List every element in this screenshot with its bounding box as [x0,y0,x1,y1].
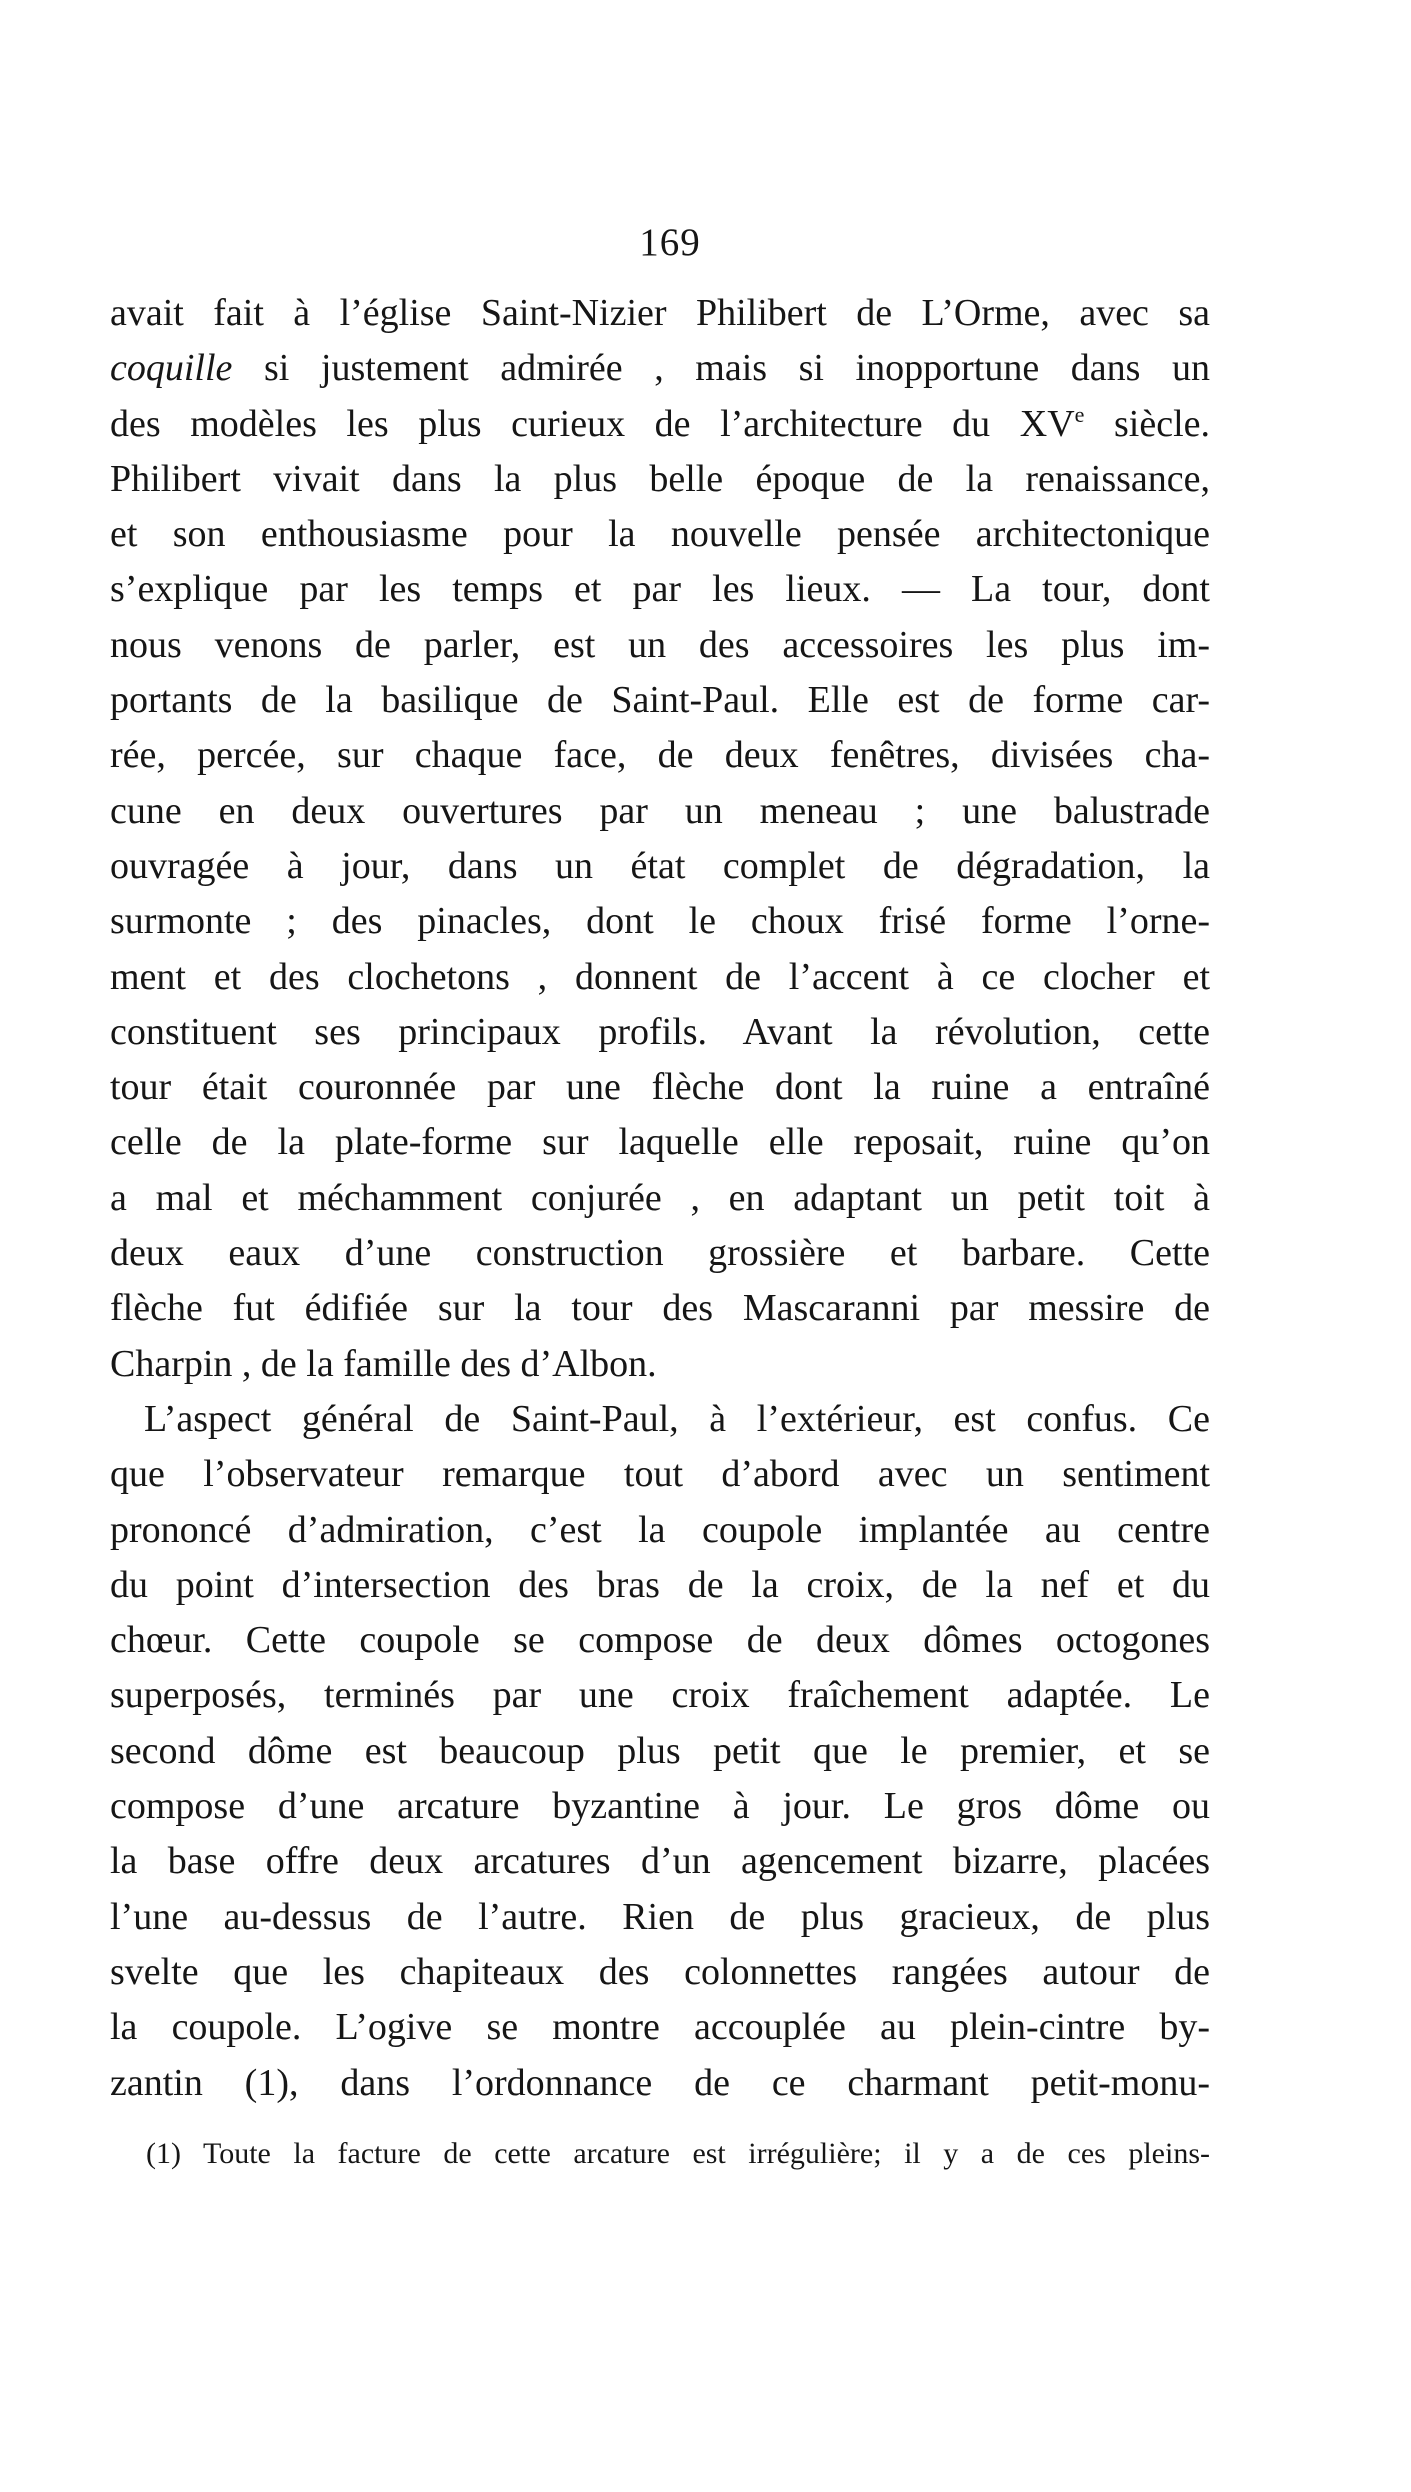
text-line: s’explique par les temps et par les lieux. — La tour, dont [110,568,1210,611]
text-line: l’une au-dessus de l’autre. Rien de plus gracieux, de plus [110,1895,1210,1938]
body-text [110,286,1210,2111]
text-line: ment et des clochetons , donnent de l’accent à ce clocher et [110,955,1210,998]
text-line: chœur. Cette coupole se compose de deux dômes octogones [110,1619,1210,1662]
text-line: du point d’intersection des bras de la croix, de la nef et du [110,1563,1210,1606]
text-fragment: si justement admirée , mais si inopportune dans un [264,347,1211,390]
text-line: second dôme est beaucoup plus petit que le premier, et se [110,1729,1210,1772]
text-line: cune en deux ouvertures par un meneau ; une balustrade [110,789,1210,832]
text-line: prononcé d’admiration, c’est la coupole implantée au centre [110,1508,1210,1551]
text-line: rée, percée, sur chaque face, de deux fenêtres, divisées cha- [110,734,1210,777]
italic-word: coquille [110,347,233,390]
text-line: la base offre deux arcatures d’un agencement bizarre, placées [110,1840,1210,1883]
text-line [110,341,1210,396]
text-fragment: siècle. [1113,402,1210,445]
text-line: surmonte ; des pinacles, dont le choux frisé forme l’orne- [110,900,1210,943]
footnote: (1) Toute la facture de cette arcature est irrégulière; il y a de ces pleins- [146,2137,1210,2170]
text-fragment: des modèles les plus curieux de l’architecture du XV [110,402,1075,445]
text-line: ouvragée à jour, dans un état complet de dégradation, la [110,844,1210,887]
page-number: 169 [639,221,701,264]
text-line: compose d’une arcature byzantine à jour. Le gros dôme ou [110,1785,1210,1828]
text-line: que l’observateur remarque tout d’abord avec un sentiment [110,1453,1210,1496]
text-line: constituent ses principaux profils. Avant la révolution, cette [110,1010,1210,1053]
text-line: nous venons de parler, est un des accessoires les plus im- [110,623,1210,666]
text-line: et son enthousiasme pour la nouvelle pensée architectonique [110,513,1210,556]
text-line: svelte que les chapiteaux des colonnettes rangées autour de [110,1950,1210,1993]
text-line: celle de la plate-forme sur laquelle elle reposait, ruine qu’on [110,1121,1210,1164]
text-line: avait fait à l’église Saint-Nizier Philibert de L’Orme, avec sa [110,292,1210,334]
text-line: superposés, terminés par une croix fraîchement adaptée. Le [110,1674,1210,1717]
text-line: zantin (1), dans l’ordonnance de ce charmant petit-monu- [110,2061,1210,2104]
text-line: Philibert vivait dans la plus belle époque de la renaissance, [110,457,1210,500]
text-line: L’aspect général de Saint-Paul, à l’extérieur, est confus. Ce [144,1397,1210,1440]
text-line [110,397,1210,452]
text-line: flèche fut édifiée sur la tour des Mascaranni par messire de [110,1287,1210,1330]
text-line: tour était couronnée par une flèche dont la ruine a entraîné [110,1066,1210,1109]
text-line: a mal et méchamment conjurée , en adaptant un petit toit à [110,1176,1210,1219]
text-line: deux eaux d’une construction grossière et barbare. Cette [110,1232,1210,1275]
text-line: Charpin , de la famille des d’Albon. [110,1342,657,1385]
superscript: e [1074,401,1085,427]
text-line: portants de la basilique de Saint-Paul. Elle est de forme car- [110,679,1210,722]
text-line: la coupole. L’ogive se montre accouplée au plein-cintre by- [110,2006,1210,2049]
